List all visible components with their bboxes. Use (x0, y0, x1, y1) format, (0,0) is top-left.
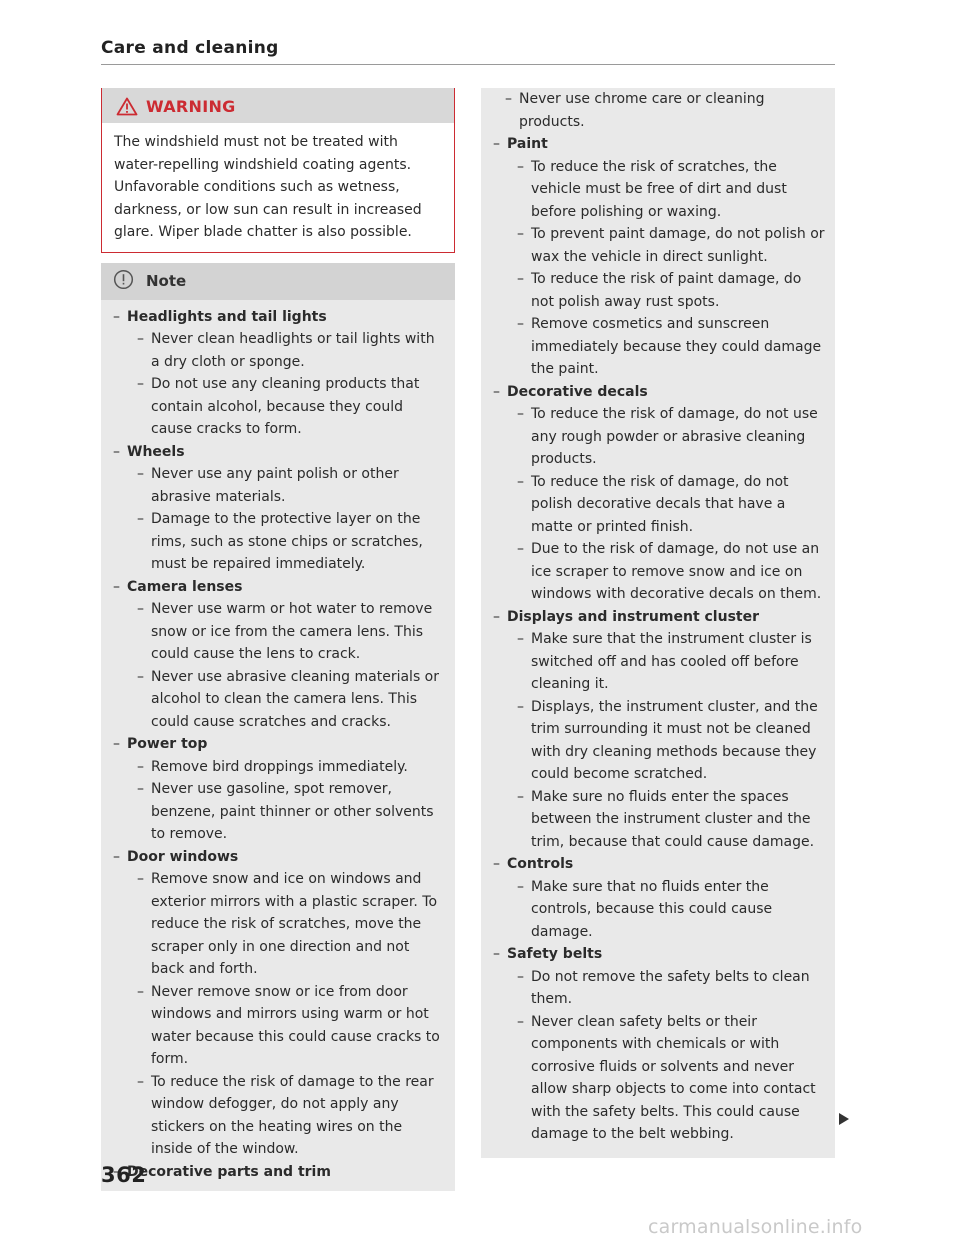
note-item: – Never use chrome care or cleaning products. (493, 88, 825, 133)
note-item: – Never use abrasive cleaning materials or alcohol to clean the camera lens. This could cause scratches and cracks. (113, 666, 445, 734)
note-item: – Do not remove the safety belts to clean them. (493, 966, 825, 1011)
note-item: – Make sure that the instrument cluster is switched off and has cooled off before cleaning it. (493, 628, 825, 696)
note-item: – To reduce the risk of paint damage, do not polish away rust spots. (493, 268, 825, 313)
right-column (481, 88, 835, 1158)
page-number: 362 (101, 1163, 147, 1187)
note-category-title: – Safety belts (493, 943, 825, 966)
note-item: – To reduce the risk of scratches, the vehicle must be free of dirt and dust before polishing or waxing. (493, 156, 825, 224)
note-category-title: – Door windows (113, 846, 445, 869)
note-item: – To reduce the risk of damage, do not polish decorative decals that have a matte or printed finish. (493, 471, 825, 539)
note-item: – Never clean safety belts or their components with chemicals or with corrosive fluids or solvents and never allow sharp objects to come into contact with the safety belts. This could cause damage to the belt webbing. (493, 1011, 825, 1146)
note-item: – Make sure that no fluids enter the controls, because this could cause damage. (493, 876, 825, 944)
note-item: – Do not use any cleaning products that contain alcohol, because they could cause cracks to form. (113, 373, 445, 441)
warning-text: The windshield must not be treated with water-repelling windshield coating agents. Unfavorable conditions such as wetness, darkness, or low sun can result in increased glare. Wiper blade chatter is also possible. (114, 134, 422, 240)
note-item: – Displays, the instrument cluster, and the trim surrounding it must not be cleaned with dry cleaning methods because they could become scratched. (493, 696, 825, 786)
note-item: – Never clean headlights or tail lights with a dry cloth or sponge. (113, 328, 445, 373)
watermark: carmanualsonline.info (648, 1216, 863, 1238)
note-category-title: – Displays and instrument cluster (493, 606, 825, 629)
note-item: – Never use gasoline, spot remover, benzene, paint thinner or other solvents to remove. (113, 778, 445, 846)
note-item: – Due to the risk of damage, do not use an ice scraper to remove snow and ice on windows with decorative decals on them. (493, 538, 825, 606)
note-category-title: – Headlights and tail lights (113, 306, 445, 329)
note-list-left (101, 300, 455, 1184)
note-category-title: – Paint (493, 133, 825, 156)
warning-title: WARNING (146, 96, 236, 116)
note-item: – To reduce the risk of damage, do not use any rough powder or abrasive cleaning products. (493, 403, 825, 471)
note-item: – To reduce the risk of damage to the rear window defogger, do not apply any stickers on the heating wires on the inside of the window. (113, 1071, 445, 1161)
note-category-title: – Power top (113, 733, 445, 756)
note-item: – Remove bird droppings immediately. (113, 756, 445, 779)
note-item: – Remove snow and ice on windows and exterior mirrors with a plastic scraper. To reduce the risk of scratches, move the scraper only in one direction and not back and forth. (113, 868, 445, 981)
note-category-title: – Decorative parts and trim (113, 1161, 445, 1184)
note-category-title: – Controls (493, 853, 825, 876)
note-item: – To prevent paint damage, do not polish or wax the vehicle in direct sunlight. (493, 223, 825, 268)
note-category-title: – Decorative decals (493, 381, 825, 404)
warning-box (101, 88, 455, 253)
note-item: – Never remove snow or ice from door windows and mirrors using warm or hot water because this could cause cracks to form. (113, 981, 445, 1071)
continue-arrow-icon (838, 1110, 850, 1129)
note-circle-icon (113, 269, 134, 294)
note-box (101, 263, 455, 1192)
note-item: – Damage to the protective layer on the rims, such as stone chips or scratches, must be repaired immediately. (113, 508, 445, 576)
left-column (101, 88, 455, 1191)
note-list-right (481, 88, 835, 1146)
note-item: – Never use any paint polish or other abrasive materials. (113, 463, 445, 508)
header-rule (101, 64, 835, 65)
note-item: – Never use warm or hot water to remove snow or ice from the camera lens. This could cause the lens to crack. (113, 598, 445, 666)
warning-triangle-icon (116, 97, 138, 116)
note-header (101, 263, 455, 300)
note-category-title: – Wheels (113, 441, 445, 464)
note-title: Note (146, 272, 187, 290)
note-item: – Remove cosmetics and sunscreen immediately because they could damage the paint. (493, 313, 825, 381)
section-title: Care and cleaning (101, 38, 279, 58)
note-category-title: – Camera lenses (113, 576, 445, 599)
warning-header (102, 88, 454, 123)
note-item: – Make sure no fluids enter the spaces between the instrument cluster and the trim, because that could cause damage. (493, 786, 825, 854)
